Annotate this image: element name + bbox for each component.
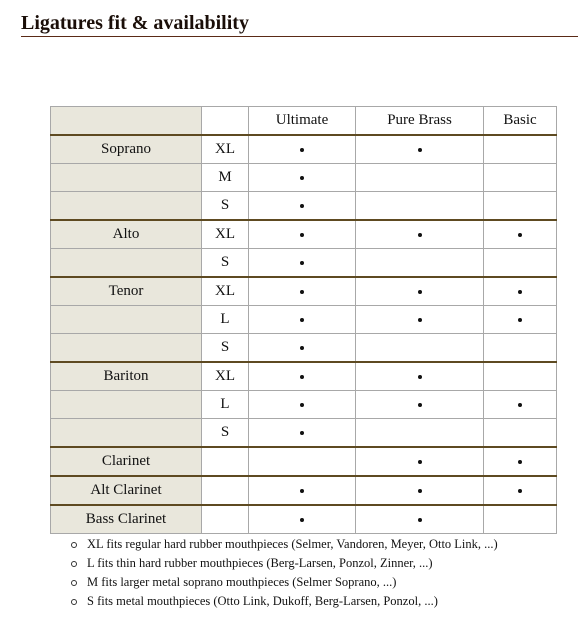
- size-cell: S: [202, 192, 249, 221]
- dot-icon: [418, 518, 422, 522]
- dot-icon: [300, 489, 304, 493]
- size-cell: S: [202, 419, 249, 448]
- pure-brass-availability-cell: [356, 164, 484, 192]
- ultimate-availability-cell: [249, 334, 356, 363]
- pure-brass-availability-cell: [356, 362, 484, 391]
- header-pure-brass: Pure Brass: [356, 107, 484, 136]
- note-item: [69, 554, 498, 573]
- table-row: [51, 419, 557, 448]
- basic-availability-cell: [484, 192, 557, 221]
- pure-brass-availability-cell: [356, 277, 484, 306]
- header-size: [202, 107, 249, 136]
- ultimate-availability-cell: [249, 249, 356, 278]
- size-cell: L: [202, 391, 249, 419]
- table-row: [51, 249, 557, 278]
- instrument-cell: Tenor: [51, 277, 202, 306]
- dot-icon: [300, 233, 304, 237]
- instrument-cell: Alto: [51, 220, 202, 249]
- ultimate-availability-cell: [249, 220, 356, 249]
- hollow-circle-bullet-icon: [71, 561, 77, 567]
- dot-icon: [418, 318, 422, 322]
- dot-icon: [418, 233, 422, 237]
- header-basic: Basic: [484, 107, 557, 136]
- note-text: XL fits regular hard rubber mouthpieces (Selmer, Vandoren, Meyer, Otto Link, ...): [87, 537, 498, 551]
- ultimate-availability-cell: [249, 306, 356, 334]
- size-cell: M: [202, 164, 249, 192]
- table-row: [51, 447, 557, 476]
- dot-icon: [418, 460, 422, 464]
- pure-brass-availability-cell: [356, 447, 484, 476]
- dot-icon: [300, 204, 304, 208]
- dot-icon: [518, 233, 522, 237]
- dot-icon: [418, 290, 422, 294]
- ultimate-availability-cell: [249, 391, 356, 419]
- dot-icon: [300, 518, 304, 522]
- instrument-cell: Bass Clarinet: [51, 505, 202, 534]
- dot-icon: [300, 346, 304, 350]
- dot-icon: [300, 148, 304, 152]
- note-text: L fits thin hard rubber mouthpieces (Berg-Larsen, Ponzol, Zinner, ...): [87, 556, 433, 570]
- size-cell: S: [202, 334, 249, 363]
- pure-brass-availability-cell: [356, 249, 484, 278]
- header-instrument: [51, 107, 202, 136]
- table-row: [51, 505, 557, 534]
- basic-availability-cell: [484, 164, 557, 192]
- ultimate-availability-cell: [249, 447, 356, 476]
- size-cell: XL: [202, 135, 249, 164]
- table-row: [51, 391, 557, 419]
- pure-brass-availability-cell: [356, 192, 484, 221]
- dot-icon: [300, 431, 304, 435]
- instrument-cell: Bariton: [51, 362, 202, 391]
- basic-availability-cell: [484, 447, 557, 476]
- basic-availability-cell: [484, 505, 557, 534]
- page-title: Ligatures fit & availability: [21, 11, 578, 37]
- notes-list: [69, 535, 498, 611]
- table-row: [51, 135, 557, 164]
- basic-availability-cell: [484, 476, 557, 505]
- note-text: M fits larger metal soprano mouthpieces (Selmer Soprano, ...): [87, 575, 397, 589]
- table-row: [51, 164, 557, 192]
- table-row: [51, 220, 557, 249]
- ultimate-availability-cell: [249, 362, 356, 391]
- size-cell: [202, 505, 249, 534]
- instrument-cell: [51, 391, 202, 419]
- instrument-cell: [51, 306, 202, 334]
- ultimate-availability-cell: [249, 192, 356, 221]
- size-cell: S: [202, 249, 249, 278]
- basic-availability-cell: [484, 419, 557, 448]
- note-item: [69, 573, 498, 592]
- basic-availability-cell: [484, 391, 557, 419]
- pure-brass-availability-cell: [356, 306, 484, 334]
- table-row: [51, 362, 557, 391]
- table-header-row: [51, 107, 557, 136]
- dot-icon: [418, 489, 422, 493]
- size-cell: XL: [202, 220, 249, 249]
- size-cell: [202, 447, 249, 476]
- pure-brass-availability-cell: [356, 391, 484, 419]
- pure-brass-availability-cell: [356, 334, 484, 363]
- pure-brass-availability-cell: [356, 505, 484, 534]
- table-row: [51, 476, 557, 505]
- pure-brass-availability-cell: [356, 476, 484, 505]
- instrument-cell: Clarinet: [51, 447, 202, 476]
- dot-icon: [418, 148, 422, 152]
- dot-icon: [518, 290, 522, 294]
- dot-icon: [300, 176, 304, 180]
- ultimate-availability-cell: [249, 505, 356, 534]
- dot-icon: [300, 318, 304, 322]
- dot-icon: [300, 290, 304, 294]
- dot-icon: [300, 403, 304, 407]
- dot-icon: [300, 375, 304, 379]
- size-cell: XL: [202, 277, 249, 306]
- pure-brass-availability-cell: [356, 419, 484, 448]
- ultimate-availability-cell: [249, 135, 356, 164]
- dot-icon: [518, 460, 522, 464]
- basic-availability-cell: [484, 334, 557, 363]
- table-row: [51, 192, 557, 221]
- table-row: [51, 306, 557, 334]
- pure-brass-availability-cell: [356, 135, 484, 164]
- dot-icon: [518, 318, 522, 322]
- ultimate-availability-cell: [249, 419, 356, 448]
- basic-availability-cell: [484, 362, 557, 391]
- dot-icon: [300, 261, 304, 265]
- instrument-cell: [51, 249, 202, 278]
- ultimate-availability-cell: [249, 277, 356, 306]
- instrument-cell: [51, 419, 202, 448]
- dot-icon: [518, 403, 522, 407]
- pure-brass-availability-cell: [356, 220, 484, 249]
- table-row: [51, 334, 557, 363]
- basic-availability-cell: [484, 249, 557, 278]
- note-item: [69, 535, 498, 554]
- note-item: [69, 592, 498, 611]
- dot-icon: [418, 403, 422, 407]
- instrument-cell: Soprano: [51, 135, 202, 164]
- instrument-cell: Alt Clarinet: [51, 476, 202, 505]
- hollow-circle-bullet-icon: [71, 599, 77, 605]
- dot-icon: [518, 489, 522, 493]
- note-text: S fits metal mouthpieces (Otto Link, Dukoff, Berg-Larsen, Ponzol, ...): [87, 594, 438, 608]
- instrument-cell: [51, 334, 202, 363]
- table-body: [51, 135, 557, 534]
- size-cell: L: [202, 306, 249, 334]
- hollow-circle-bullet-icon: [71, 542, 77, 548]
- basic-availability-cell: [484, 306, 557, 334]
- header-ultimate: Ultimate: [249, 107, 356, 136]
- instrument-cell: [51, 164, 202, 192]
- ligature-availability-table: [50, 106, 557, 534]
- basic-availability-cell: [484, 135, 557, 164]
- instrument-cell: [51, 192, 202, 221]
- size-cell: [202, 476, 249, 505]
- ultimate-availability-cell: [249, 164, 356, 192]
- basic-availability-cell: [484, 277, 557, 306]
- dot-icon: [418, 375, 422, 379]
- table-row: [51, 277, 557, 306]
- ultimate-availability-cell: [249, 476, 356, 505]
- basic-availability-cell: [484, 220, 557, 249]
- size-cell: XL: [202, 362, 249, 391]
- hollow-circle-bullet-icon: [71, 580, 77, 586]
